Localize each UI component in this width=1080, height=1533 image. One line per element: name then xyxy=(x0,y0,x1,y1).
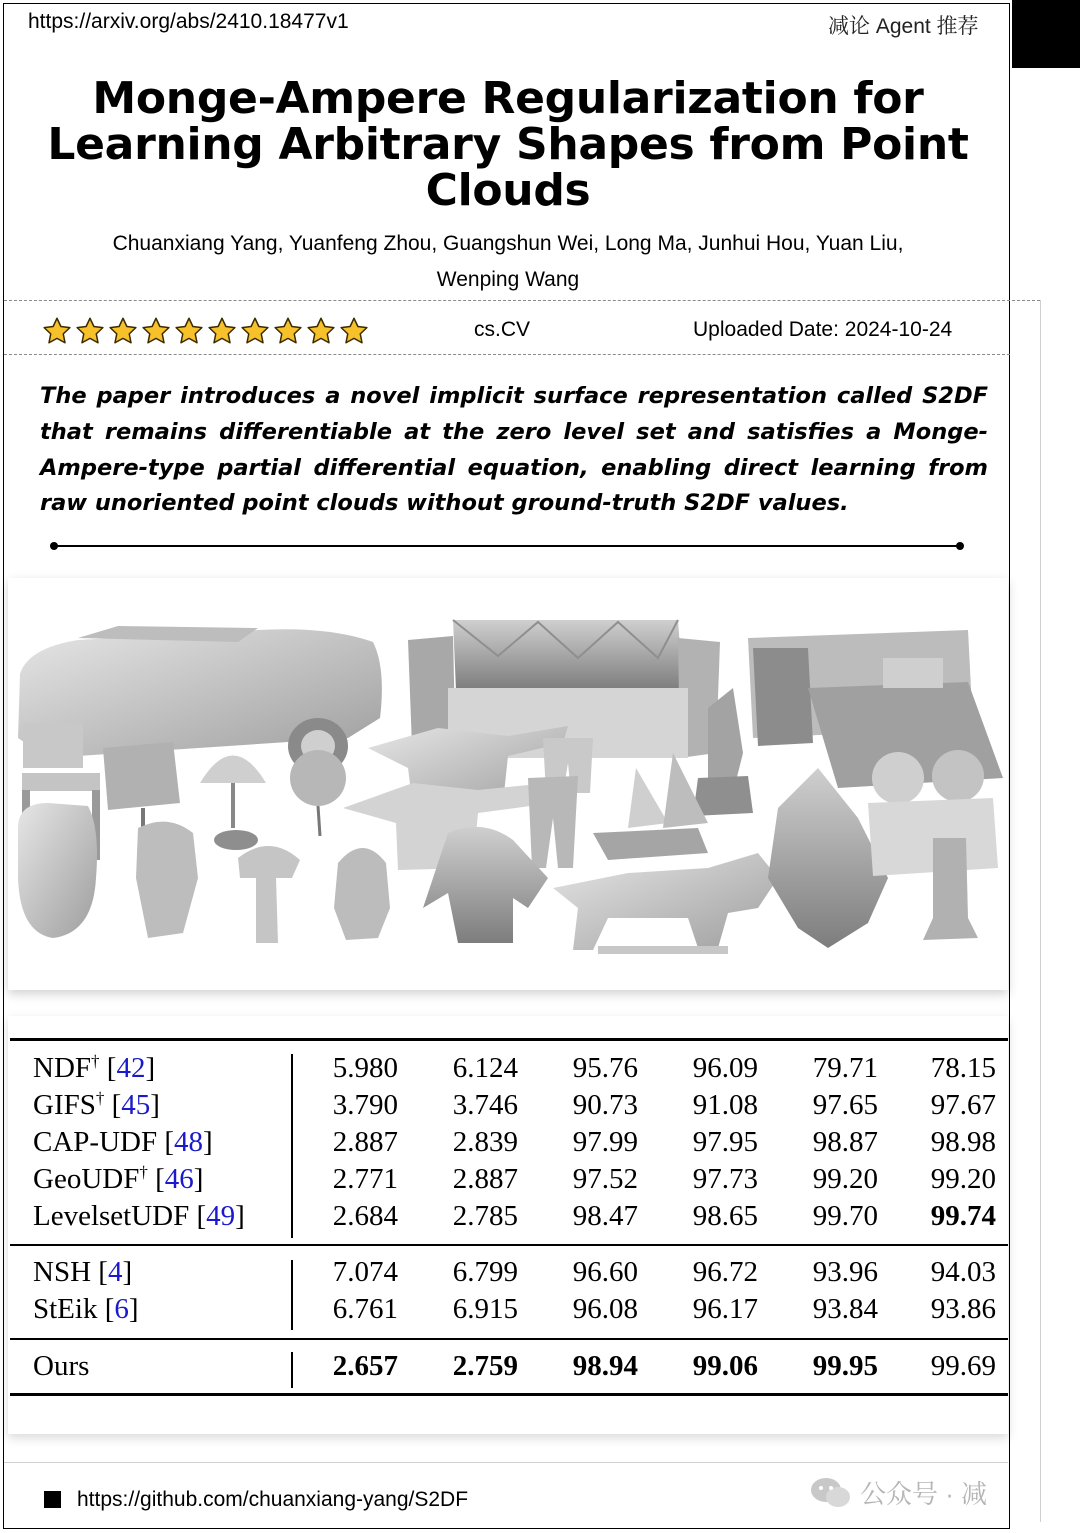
table-cell: 95.76 xyxy=(572,1052,638,1084)
divider-top xyxy=(4,300,1040,301)
table-cell: 99.06 xyxy=(692,1350,758,1382)
table-cell: 7.074 xyxy=(332,1256,398,1288)
table-row xyxy=(8,1163,1008,1199)
table-row xyxy=(8,1256,1008,1292)
star-icon xyxy=(141,316,171,346)
table-cell: 2.759 xyxy=(452,1350,518,1382)
table-cell: 2.657 xyxy=(332,1350,398,1382)
divider-dot-right xyxy=(956,542,964,550)
uploaded-date: Uploaded Date: 2024-10-24 xyxy=(693,318,953,341)
side-line xyxy=(1040,300,1041,1522)
dagger-mark: † xyxy=(139,1162,148,1182)
table-cell: 3.746 xyxy=(452,1089,518,1121)
category-label: cs.CV xyxy=(474,318,531,341)
method-label: NDF xyxy=(33,1052,92,1084)
table-cell: 96.08 xyxy=(572,1293,638,1325)
star-icon xyxy=(339,316,369,346)
rating-stars xyxy=(42,316,369,346)
table-cell: 98.65 xyxy=(692,1200,758,1232)
method-name xyxy=(33,1293,139,1326)
authors xyxy=(40,226,976,298)
wechat-icon xyxy=(810,1476,852,1510)
table-rule xyxy=(10,1038,1008,1041)
shapes-figure xyxy=(8,578,1008,990)
results-table xyxy=(8,1016,1008,1434)
method-name xyxy=(33,1163,203,1196)
citation-link[interactable]: 48 xyxy=(174,1126,204,1158)
dagger-mark: † xyxy=(91,1051,100,1071)
table-cell: 99.69 xyxy=(930,1350,996,1382)
table-cell: 2.839 xyxy=(452,1126,518,1158)
table-cell: 98.87 xyxy=(812,1126,878,1158)
authors-line-1: Chuanxiang Yang, Yuanfeng Zhou, Guangshun Wei, Long Ma, Junhui Hou, Yuan Liu, xyxy=(112,232,904,255)
table-cell: 93.86 xyxy=(930,1293,996,1325)
authors-line-2: Wenping Wang xyxy=(436,268,580,291)
table-cell: 94.03 xyxy=(930,1256,996,1288)
wechat-label: 公众号 · 减 xyxy=(860,1479,988,1509)
table-row xyxy=(8,1089,1008,1125)
section-divider xyxy=(54,545,960,547)
summary-text: The paper introduces a novel implicit surface representation called S2DF that remains differentiable at the zero level set and satisfies a Monge-Ampere-type partial differential equation, enabling direct learning from raw unoriented point clouds without ground-truth S2DF values. xyxy=(40,383,988,517)
table-cell: 97.65 xyxy=(812,1089,878,1121)
table-cell: 97.52 xyxy=(572,1163,638,1195)
github-link[interactable]: https://github.com/chuanxiang-yang/S2DF xyxy=(77,1488,469,1511)
table-rule xyxy=(10,1244,1008,1246)
table-cell: 97.95 xyxy=(692,1126,758,1158)
table-cell: 2.887 xyxy=(452,1163,518,1195)
table-row xyxy=(8,1293,1008,1329)
star-icon xyxy=(75,316,105,346)
citation: [49] xyxy=(189,1200,245,1232)
star-icon xyxy=(207,316,237,346)
method-name xyxy=(33,1126,213,1159)
paper-title: Monge-Ampere Regularization for Learning Arbitrary Shapes from Point Clouds xyxy=(47,73,969,216)
citation-link[interactable]: 42 xyxy=(116,1052,146,1084)
method-label: CAP-UDF xyxy=(33,1126,158,1158)
citation: [45] xyxy=(104,1089,160,1121)
table-cell: 99.20 xyxy=(930,1163,996,1195)
table-cell: 5.980 xyxy=(332,1052,398,1084)
agent-recommend-label: 减论 Agent 推荐 xyxy=(828,15,979,38)
table-cell: 78.15 xyxy=(930,1052,996,1084)
citation: [48] xyxy=(157,1126,213,1158)
table-cell: 99.70 xyxy=(812,1200,878,1232)
method-label: StEik xyxy=(33,1293,98,1325)
wechat-watermark xyxy=(810,1474,987,1511)
table-cell: 2.887 xyxy=(332,1126,398,1158)
table-cell: 98.98 xyxy=(930,1126,996,1158)
star-icon xyxy=(108,316,138,346)
citation-link[interactable]: 4 xyxy=(107,1256,123,1288)
corner-block xyxy=(1012,0,1080,68)
table-row xyxy=(8,1200,1008,1236)
table-cell: 97.67 xyxy=(930,1089,996,1121)
method-name xyxy=(33,1052,155,1085)
table-cell: 93.96 xyxy=(812,1256,878,1288)
table-cell: 91.08 xyxy=(692,1089,758,1121)
table-cell: 96.72 xyxy=(692,1256,758,1288)
table-cell: 98.47 xyxy=(572,1200,638,1232)
table-cell: 96.17 xyxy=(692,1293,758,1325)
method-name xyxy=(33,1350,89,1383)
method-label: LevelsetUDF xyxy=(33,1200,190,1232)
table-cell: 79.71 xyxy=(812,1052,878,1084)
dragon-shape xyxy=(768,768,888,948)
star-icon xyxy=(273,316,303,346)
table-row xyxy=(8,1126,1008,1162)
table-cell: 99.20 xyxy=(812,1163,878,1195)
table-cell: 97.99 xyxy=(572,1126,638,1158)
table-rule xyxy=(10,1393,1008,1396)
citation: [6] xyxy=(97,1293,139,1325)
dagger-mark: † xyxy=(95,1088,105,1108)
table-cell: 93.84 xyxy=(812,1293,878,1325)
star-icon xyxy=(42,316,72,346)
table-row xyxy=(8,1052,1008,1088)
method-name xyxy=(33,1089,160,1122)
footer-divider xyxy=(4,1462,1008,1463)
table-cell: 96.60 xyxy=(572,1256,638,1288)
star-icon xyxy=(240,316,270,346)
citation: [42] xyxy=(99,1052,156,1084)
table-cell: 2.785 xyxy=(452,1200,518,1232)
table-cell: 6.915 xyxy=(452,1293,518,1325)
table-cell: 98.94 xyxy=(572,1350,638,1382)
ship-shape xyxy=(593,753,708,860)
table-cell: 2.684 xyxy=(332,1200,398,1232)
table-cell: 6.124 xyxy=(452,1052,518,1084)
github-bullet xyxy=(44,1491,61,1508)
table-cell: 6.761 xyxy=(332,1293,398,1325)
divider-meta xyxy=(4,354,1010,355)
star-icon xyxy=(174,316,204,346)
table-cell: 3.790 xyxy=(332,1089,398,1121)
table-cell: 90.73 xyxy=(572,1089,638,1121)
citation-link[interactable]: 6 xyxy=(114,1293,129,1325)
method-label: Ours xyxy=(33,1350,90,1382)
method-label: GIFS xyxy=(33,1089,96,1121)
lion-shape xyxy=(553,853,778,954)
method-name xyxy=(33,1200,245,1233)
method-label: GeoUDF xyxy=(33,1163,140,1195)
table-rule xyxy=(10,1338,1008,1340)
table-row xyxy=(8,1350,1008,1386)
table-cell: 99.74 xyxy=(930,1200,996,1232)
table-cell: 97.73 xyxy=(692,1163,758,1195)
table-cell: 2.771 xyxy=(332,1163,398,1195)
citation: [46] xyxy=(147,1163,204,1195)
table-cell: 6.799 xyxy=(452,1256,518,1288)
table-cell: 96.09 xyxy=(692,1052,758,1084)
citation: [4] xyxy=(91,1256,133,1288)
divider-dot-left xyxy=(50,542,58,550)
star-icon xyxy=(306,316,336,346)
table-cell: 99.95 xyxy=(812,1350,878,1382)
shapes-illustration xyxy=(8,578,1008,990)
arxiv-link[interactable]: https://arxiv.org/abs/2410.18477v1 xyxy=(28,10,349,33)
citation-link[interactable]: 46 xyxy=(164,1163,194,1195)
citation-link[interactable]: 45 xyxy=(121,1089,151,1121)
citation-link[interactable]: 49 xyxy=(206,1200,236,1232)
method-name xyxy=(33,1256,132,1289)
method-label: NSH xyxy=(33,1256,92,1288)
